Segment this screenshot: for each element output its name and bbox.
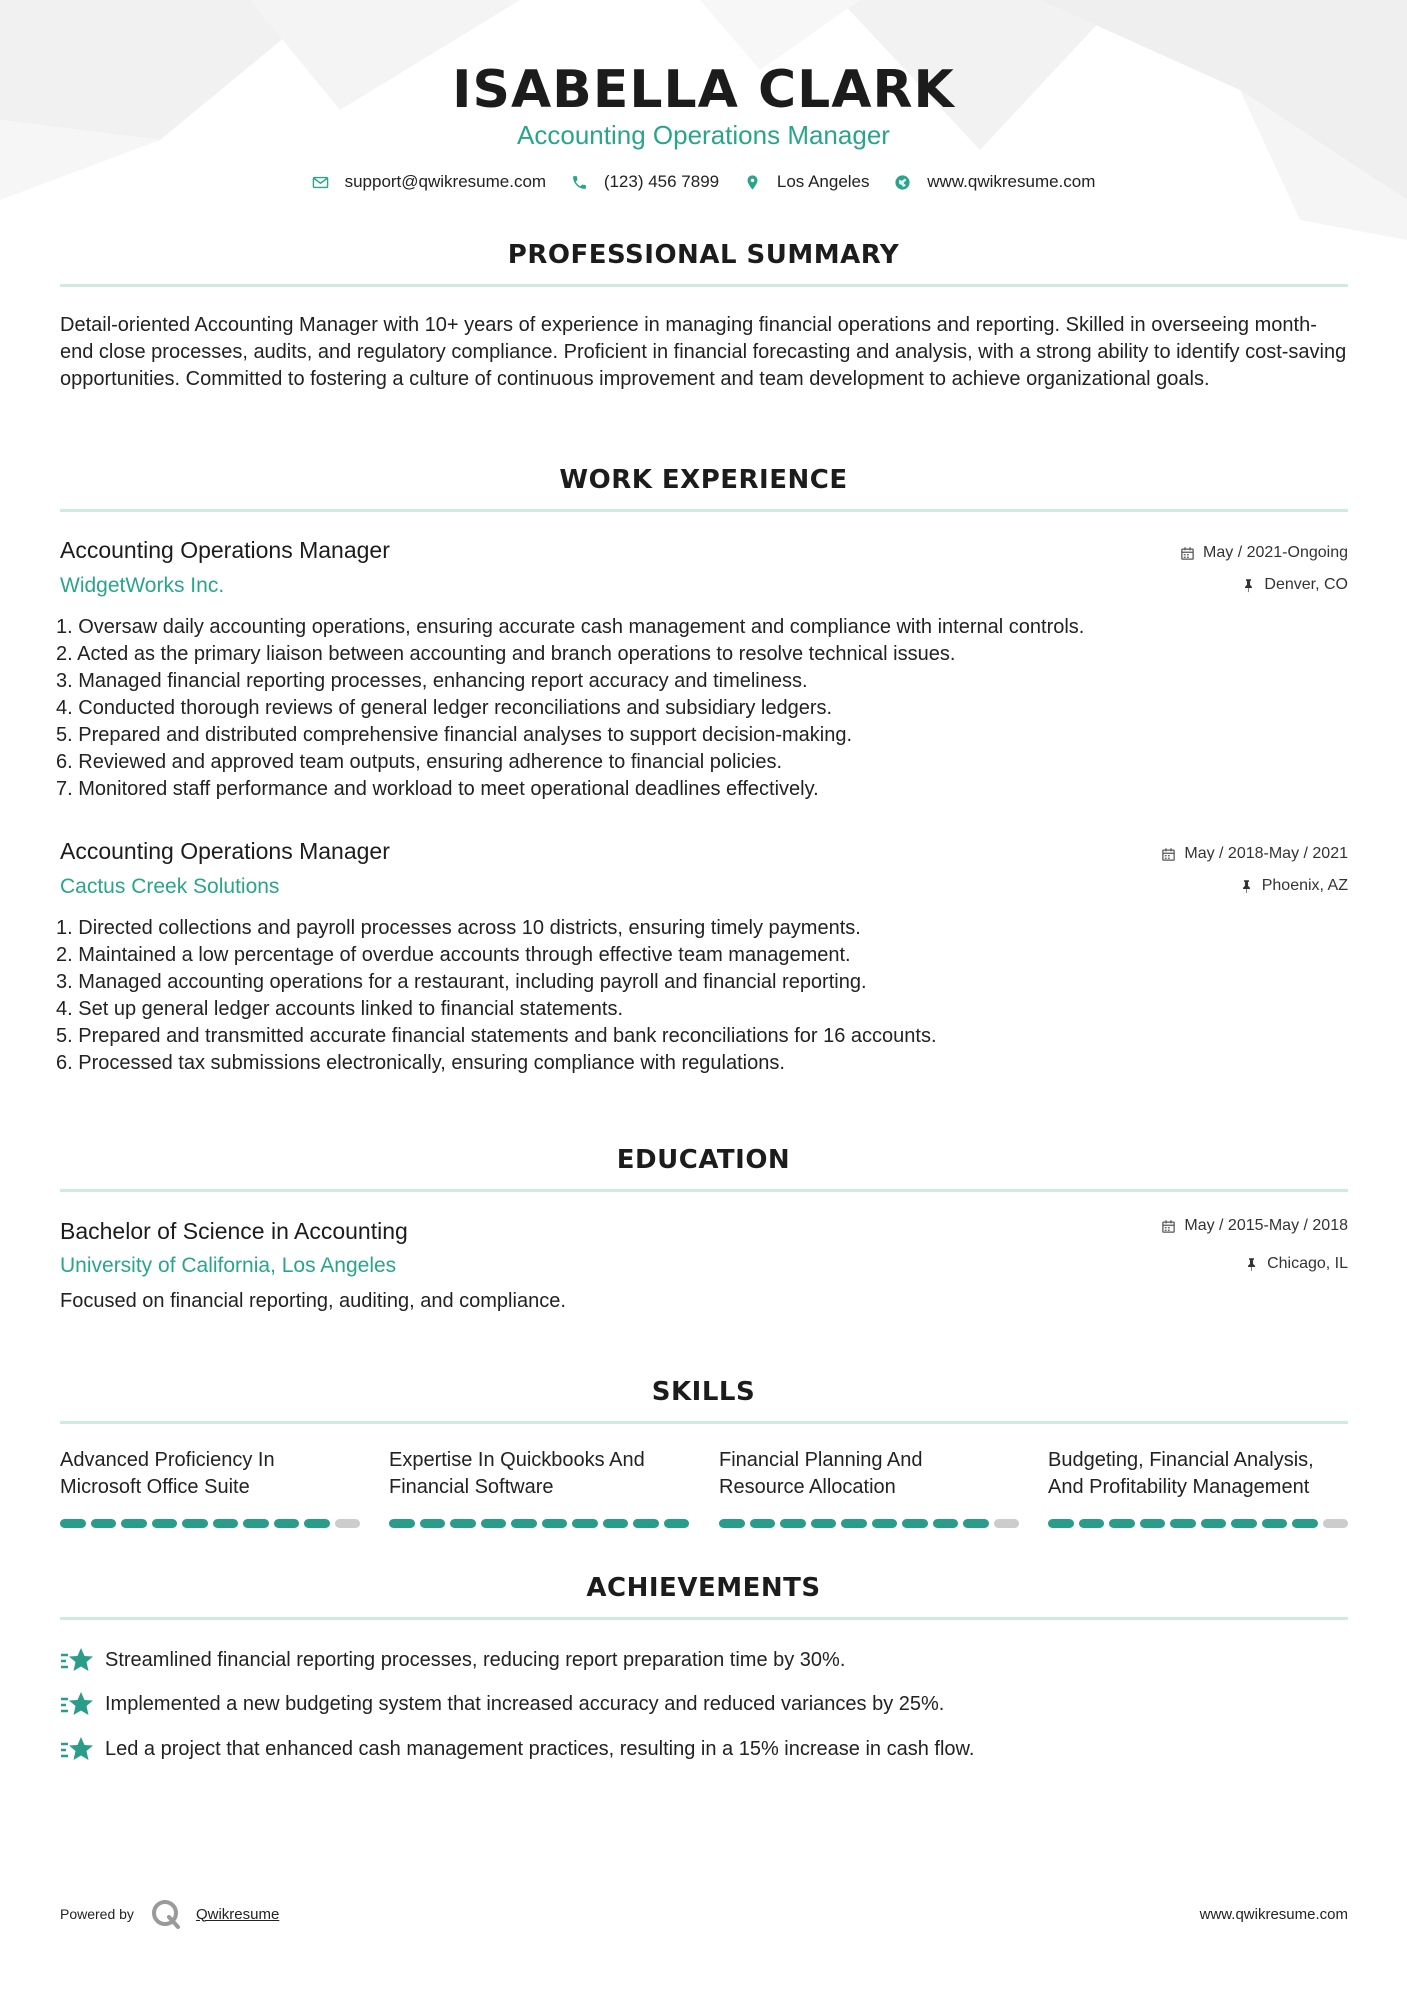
job-dates-text: May / 2021-Ongoing	[1203, 544, 1348, 561]
section-title-achievements: ACHIEVEMENTS	[586, 1573, 821, 1603]
star-icon	[60, 1646, 94, 1674]
map-pin-icon	[744, 174, 761, 191]
skill-segment-filled	[60, 1519, 86, 1528]
job-company: Cactus Creek Solutions	[60, 875, 280, 898]
job-bullets	[56, 614, 1346, 803]
list-item: 5. Prepared and transmitted accurate financial statements and bank reconciliations for 16 accounts.	[56, 1025, 937, 1047]
job-location-text: Phoenix, AZ	[1261, 877, 1348, 894]
skill-item	[719, 1447, 1019, 1528]
job-company: WidgetWorks Inc.	[60, 574, 225, 597]
list-item: 3. Managed financial reporting processes, enhancing report accuracy and timeliness.	[56, 670, 808, 692]
skill-segment-filled	[1231, 1519, 1257, 1528]
job-dates	[1161, 845, 1348, 863]
list-item: 5. Prepared and distributed comprehensive financial analyses to support decision-making.	[56, 724, 853, 746]
skill-segment-filled	[121, 1519, 147, 1528]
contact-website[interactable]	[894, 172, 1095, 192]
education-degree: Bachelor of Science in Accounting	[60, 1218, 408, 1244]
list-item: 7. Monitored staff performance and workload to meet operational deadlines effectively.	[56, 778, 819, 800]
powered-by-text: Powered by	[60, 1906, 134, 1922]
skill-segment-filled	[542, 1519, 568, 1528]
job-location	[1241, 576, 1348, 594]
skill-segment-filled	[811, 1519, 837, 1528]
contact-location	[744, 172, 870, 192]
list-item: 6. Processed tax submissions electronically, ensuring compliance with regulations.	[56, 1052, 785, 1074]
candidate-name: ISABELLA CLARK	[452, 60, 955, 120]
contact-location-text: Los Angeles	[776, 172, 870, 191]
skill-segment-filled	[902, 1519, 928, 1528]
skill-segment-filled	[933, 1519, 959, 1528]
skill-segment-filled	[1140, 1519, 1166, 1528]
skill-label: Advanced Proficiency In Microsoft Office Suite	[60, 1449, 275, 1498]
skill-label: Expertise In Quickbooks And Financial Software	[389, 1449, 645, 1498]
skill-item	[60, 1447, 360, 1528]
envelope-icon	[312, 174, 329, 191]
skill-level-bar	[1048, 1519, 1348, 1528]
star-icon	[60, 1735, 94, 1763]
skill-segment-filled	[420, 1519, 446, 1528]
phone-icon	[571, 174, 588, 191]
achievement-item	[60, 1690, 944, 1718]
skill-segment-filled	[1262, 1519, 1288, 1528]
education-dates	[1161, 1217, 1348, 1235]
list-item: 2. Acted as the primary liaison between accounting and branch operations to resolve technical issues.	[56, 643, 956, 665]
job-dates-text: May / 2018-May / 2021	[1184, 845, 1348, 862]
achievement-text: Implemented a new budgeting system that increased accuracy and reduced variances by 25%.	[105, 1692, 945, 1715]
section-divider	[60, 284, 1348, 287]
skill-segment-filled	[182, 1519, 208, 1528]
candidate-role: Accounting Operations Manager	[517, 120, 890, 150]
skill-segment-filled	[1292, 1519, 1318, 1528]
skill-segment-filled	[1170, 1519, 1196, 1528]
contact-website-text: www.qwikresume.com	[927, 172, 1096, 191]
star-icon	[60, 1690, 94, 1718]
section-divider	[60, 1421, 1348, 1424]
skill-segment-filled	[274, 1519, 300, 1528]
job-location	[1239, 877, 1348, 895]
skill-segment-filled	[450, 1519, 476, 1528]
skill-segment-filled	[719, 1519, 745, 1528]
skill-segment-filled	[572, 1519, 598, 1528]
contact-phone[interactable]	[571, 172, 719, 192]
list-item: 2. Maintained a low percentage of overdue accounts through effective team management.	[56, 944, 851, 966]
skill-segment-empty	[335, 1519, 361, 1528]
skill-segment-filled	[841, 1519, 867, 1528]
list-item: 1. Oversaw daily accounting operations, ensuring accurate cash management and compliance with internal controls.	[56, 616, 1085, 638]
skill-segment-filled	[872, 1519, 898, 1528]
achievement-item	[60, 1646, 845, 1674]
skill-segment-filled	[780, 1519, 806, 1528]
pushpin-icon	[1244, 1257, 1259, 1272]
contact-email[interactable]	[312, 172, 547, 192]
job-title: Accounting Operations Manager	[60, 537, 390, 563]
job-bullets	[56, 915, 1346, 1077]
section-title-education: EDUCATION	[616, 1145, 791, 1175]
skill-item	[1048, 1447, 1348, 1528]
skill-segment-empty	[994, 1519, 1020, 1528]
education-location	[1244, 1255, 1348, 1273]
skill-segment-filled	[304, 1519, 330, 1528]
education-location-text: Chicago, IL	[1267, 1255, 1348, 1272]
contact-bar	[0, 172, 1407, 196]
contact-phone-text: (123) 456 7899	[603, 172, 720, 191]
skill-segment-filled	[481, 1519, 507, 1528]
skill-level-bar	[60, 1519, 360, 1528]
list-item: 1. Directed collections and payroll processes across 10 districts, ensuring timely payments.	[56, 917, 861, 939]
achievement-text: Led a project that enhanced cash management practices, resulting in a 15% increase in cash flow.	[105, 1737, 975, 1760]
education-school: University of California, Los Angeles	[60, 1254, 397, 1277]
section-title-experience: WORK EXPERIENCE	[559, 465, 848, 495]
education-description: Focused on financial reporting, auditing, and compliance.	[60, 1290, 566, 1312]
skill-segment-filled	[213, 1519, 239, 1528]
footer-powered-by	[60, 1898, 279, 1930]
calendar-icon	[1161, 847, 1176, 862]
skill-label: Budgeting, Financial Analysis, And Profitability Management	[1048, 1449, 1314, 1498]
section-title-summary: PROFESSIONAL SUMMARY	[507, 240, 900, 270]
skill-segment-filled	[243, 1519, 269, 1528]
job-dates	[1180, 544, 1348, 562]
skill-segment-filled	[1201, 1519, 1227, 1528]
section-divider	[60, 509, 1348, 512]
skill-segment-filled	[152, 1519, 178, 1528]
section-divider	[60, 1189, 1348, 1192]
job-location-text: Denver, CO	[1264, 576, 1348, 593]
skill-segment-filled	[1048, 1519, 1074, 1528]
skill-segment-filled	[633, 1519, 659, 1528]
skill-segment-filled	[91, 1519, 117, 1528]
skill-level-bar	[719, 1519, 1019, 1528]
pushpin-icon	[1241, 578, 1256, 593]
globe-icon	[894, 174, 911, 191]
list-item: 4. Conducted thorough reviews of general ledger reconciliations and subsidiary ledgers.	[56, 697, 833, 719]
summary-text: Detail-oriented Accounting Manager with 10+ years of experience in managing financial operations and reporting. Skilled in overseeing month-end close processes, audits, and regulatory compliance. Proficient in financial forecasting and analysis, with a strong ability to identify cost-saving opportunities. Committed to fostering a culture of continuous improvement and team development to achieve organizational goals.	[60, 314, 1347, 390]
skill-segment-filled	[963, 1519, 989, 1528]
section-divider	[60, 1617, 1348, 1620]
skill-label: Financial Planning And Resource Allocation	[719, 1449, 923, 1498]
pushpin-icon	[1239, 879, 1254, 894]
skill-level-bar	[389, 1519, 689, 1528]
skill-segment-filled	[750, 1519, 776, 1528]
skill-segment-filled	[511, 1519, 537, 1528]
qwikresume-logo-icon	[150, 1898, 182, 1930]
skill-segment-empty	[1323, 1519, 1349, 1528]
skill-segment-filled	[389, 1519, 415, 1528]
list-item: 6. Reviewed and approved team outputs, ensuring adherence to financial policies.	[56, 751, 783, 773]
qwikresume-link[interactable]: Qwikresume	[195, 1905, 280, 1923]
achievement-text: Streamlined financial reporting processes, reducing report preparation time by 30%.	[105, 1648, 846, 1671]
list-item: 4. Set up general ledger accounts linked to financial statements.	[56, 998, 624, 1020]
skill-segment-filled	[1079, 1519, 1105, 1528]
contact-email-text: support@qwikresume.com	[344, 172, 547, 191]
skill-segment-filled	[603, 1519, 629, 1528]
section-title-skills: SKILLS	[651, 1377, 756, 1407]
calendar-icon	[1161, 1219, 1176, 1234]
job-title: Accounting Operations Manager	[60, 838, 390, 864]
footer-website[interactable]: www.qwikresume.com	[1199, 1906, 1348, 1923]
achievement-item	[60, 1735, 974, 1763]
list-item: 3. Managed accounting operations for a restaurant, including payroll and financial reporting.	[56, 971, 867, 993]
education-dates-text: May / 2015-May / 2018	[1184, 1217, 1348, 1234]
skill-segment-filled	[664, 1519, 690, 1528]
skill-item	[389, 1447, 689, 1528]
skill-segment-filled	[1109, 1519, 1135, 1528]
calendar-icon	[1180, 546, 1195, 561]
